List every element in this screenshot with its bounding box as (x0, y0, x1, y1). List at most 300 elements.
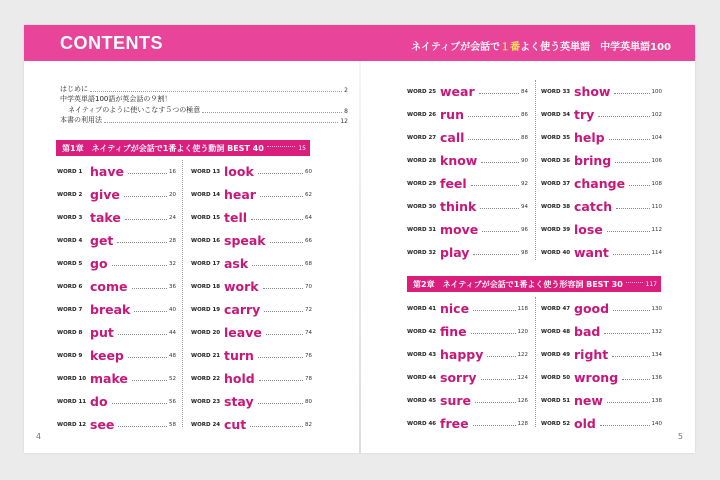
word-text: leave (224, 324, 262, 340)
leader-dots (118, 334, 167, 335)
intro-item-text: 中学英単語100語が英会話の９割！ (60, 95, 172, 103)
word-entry[interactable] (57, 224, 176, 247)
word-entry[interactable] (57, 316, 176, 339)
intro-item[interactable] (60, 94, 348, 105)
book-spread (24, 25, 695, 453)
word-entry[interactable] (407, 75, 528, 98)
word-entry[interactable] (407, 292, 528, 315)
leader-dots (480, 208, 519, 209)
chapter-2-label: 第2章 ネイティブが会話で1番よく使う形容詞 BEST 30 (413, 279, 623, 289)
word-text: good (574, 300, 610, 316)
word-entry[interactable] (191, 178, 312, 201)
word-text: keep (90, 347, 124, 363)
word-number: WORD 46 (407, 421, 437, 427)
leader-dots (468, 116, 519, 117)
word-entry[interactable] (191, 247, 312, 270)
word-text: run (440, 106, 464, 122)
leader-dots (250, 426, 303, 427)
intro-item-text: ネイティブのように使いこなす５つの極意 (68, 105, 201, 114)
word-list-25-32 (407, 75, 528, 259)
word-text: lose (574, 221, 603, 237)
word-entry[interactable] (57, 247, 176, 270)
leader-dots (128, 357, 167, 358)
word-entry[interactable] (57, 385, 176, 408)
leader-dots (132, 288, 168, 289)
word-number: WORD 36 (541, 158, 571, 164)
word-page: 122 (517, 352, 528, 358)
word-text: take (90, 209, 121, 225)
word-entry[interactable] (57, 408, 176, 431)
word-text: free (440, 415, 469, 431)
intro-item-text: 本書の利用法 (60, 116, 102, 124)
word-number: WORD 43 (407, 352, 437, 358)
word-entry[interactable] (407, 236, 528, 259)
word-page: 132 (651, 329, 662, 335)
word-page: 58 (169, 422, 176, 428)
word-text: hear (224, 186, 256, 202)
word-entry[interactable] (541, 292, 662, 315)
word-page: 88 (521, 135, 528, 141)
word-entry[interactable] (57, 339, 176, 362)
leader-dots (471, 333, 516, 334)
word-page: 64 (305, 215, 312, 221)
word-page: 56 (169, 399, 176, 405)
word-page: 78 (305, 376, 312, 382)
word-text: change (574, 175, 626, 191)
leader-dots (258, 357, 303, 358)
word-text: move (440, 221, 479, 237)
leader-dots (128, 173, 167, 174)
word-text: tell (224, 209, 248, 225)
word-page: 124 (517, 375, 528, 381)
word-entry[interactable] (541, 98, 662, 121)
word-entry[interactable] (407, 144, 528, 167)
leader-dots (609, 139, 650, 140)
word-text: sorry (440, 369, 477, 385)
word-number: WORD 44 (407, 375, 437, 381)
word-page: 32 (169, 261, 176, 267)
leader-dots (481, 162, 519, 163)
leader-dots (475, 402, 516, 403)
word-number: WORD 12 (57, 422, 87, 428)
leader-dots (604, 333, 649, 334)
word-text: nice (440, 300, 470, 316)
word-entry[interactable] (191, 408, 312, 431)
word-page: 130 (651, 306, 662, 312)
word-entry[interactable] (541, 75, 662, 98)
word-number: WORD 48 (541, 329, 571, 335)
leader-dots (132, 380, 167, 381)
word-entry[interactable] (541, 167, 662, 190)
intro-item-page: 8 (344, 107, 348, 115)
subtitle-text-after: よく使う英単語 中学英単語100 (520, 42, 671, 53)
word-page: 134 (651, 352, 662, 358)
word-text: put (90, 324, 114, 340)
word-number: WORD 5 (57, 261, 83, 267)
word-number: WORD 41 (407, 306, 437, 312)
leader-dots (612, 356, 649, 357)
word-page: 24 (169, 215, 176, 221)
word-entry[interactable] (541, 144, 662, 167)
leader-dots (264, 311, 303, 312)
word-number: WORD 49 (541, 352, 571, 358)
leader-dots (266, 334, 303, 335)
chapter-1-page: 15 (298, 144, 306, 152)
word-page: 118 (517, 306, 528, 312)
chapter-2-page: 117 (645, 280, 657, 288)
intro-list (60, 83, 348, 125)
word-entry[interactable] (407, 213, 528, 236)
word-entry[interactable] (541, 407, 662, 430)
word-page: 66 (305, 238, 312, 244)
word-number: WORD 28 (407, 158, 437, 164)
column-divider (535, 80, 536, 260)
word-number: WORD 33 (541, 89, 571, 95)
header-banner (24, 25, 695, 61)
leader-dots (263, 288, 303, 289)
leader-dots (629, 185, 649, 186)
word-entry[interactable] (57, 155, 176, 178)
word-number: WORD 24 (191, 422, 221, 428)
word-list-33-40 (541, 75, 662, 259)
word-page: 80 (305, 399, 312, 405)
word-list-41-46 (407, 292, 528, 430)
word-text: break (90, 301, 131, 317)
word-page: 86 (521, 112, 528, 118)
word-text: do (90, 393, 108, 409)
word-page: 44 (169, 330, 176, 336)
word-entry[interactable] (191, 270, 312, 293)
leader-dots (252, 265, 303, 266)
leader-dots (598, 116, 649, 117)
word-text: think (440, 198, 477, 214)
word-text: carry (224, 301, 261, 317)
leader-dots (616, 208, 649, 209)
leader-dots (90, 91, 342, 92)
chapter-1-label: 第1章 ネイティブが会話で1番よく使う動詞 BEST 40 (62, 143, 264, 153)
word-number: WORD 52 (541, 421, 571, 427)
leader-dots (487, 356, 515, 357)
word-number: WORD 1 (57, 169, 83, 175)
word-number: WORD 25 (407, 89, 437, 95)
word-text: new (574, 392, 603, 408)
word-page: 62 (305, 192, 312, 198)
word-text: speak (224, 232, 266, 248)
word-text: help (574, 129, 605, 145)
word-number: WORD 38 (541, 204, 571, 210)
leader-dots (112, 403, 167, 404)
word-text: try (574, 106, 595, 122)
leader-dots (473, 254, 519, 255)
word-entry[interactable] (191, 362, 312, 385)
word-number: WORD 34 (541, 112, 571, 118)
word-list-13-24 (191, 155, 312, 431)
word-number: WORD 8 (57, 330, 83, 336)
word-number: WORD 45 (407, 398, 437, 404)
word-entry[interactable] (407, 121, 528, 144)
word-number: WORD 27 (407, 135, 437, 141)
word-number: WORD 15 (191, 215, 221, 221)
word-number: WORD 47 (541, 306, 571, 312)
word-list-1-12 (57, 155, 176, 431)
leader-dots (112, 265, 167, 266)
right-page-number: 5 (677, 432, 683, 441)
word-text: feel (440, 175, 467, 191)
page-title: CONTENTS (60, 33, 163, 53)
leader-dots (259, 380, 303, 381)
word-page: 108 (651, 181, 662, 187)
word-number: WORD 4 (57, 238, 83, 244)
word-page: 72 (305, 307, 312, 313)
word-number: WORD 39 (541, 227, 571, 233)
word-entry[interactable] (541, 315, 662, 338)
word-text: play (440, 244, 470, 260)
word-entry[interactable] (407, 384, 528, 407)
word-number: WORD 42 (407, 329, 437, 335)
leader-dots (118, 426, 167, 427)
leader-dots (473, 425, 516, 426)
word-number: WORD 29 (407, 181, 437, 187)
word-page: 114 (651, 250, 662, 256)
word-text: want (574, 244, 609, 260)
leader-dots (134, 311, 167, 312)
word-number: WORD 32 (407, 250, 437, 256)
word-text: wrong (574, 369, 619, 385)
word-text: catch (574, 198, 613, 214)
chapter-1-heading[interactable] (56, 140, 310, 156)
word-entry[interactable] (407, 167, 528, 190)
word-page: 104 (651, 135, 662, 141)
word-page: 112 (651, 227, 662, 233)
word-number: WORD 17 (191, 261, 221, 267)
word-page: 120 (517, 329, 528, 335)
word-text: ask (224, 255, 249, 271)
leader-dots (258, 403, 303, 404)
word-entry[interactable] (541, 121, 662, 144)
left-page-number: 4 (36, 432, 42, 441)
word-text: sure (440, 392, 471, 408)
chapter-2-heading[interactable] (407, 276, 661, 292)
word-page: 136 (651, 375, 662, 381)
word-number: WORD 18 (191, 284, 221, 290)
word-page: 126 (517, 398, 528, 404)
word-text: make (90, 370, 128, 386)
word-page: 84 (521, 89, 528, 95)
word-page: 94 (521, 204, 528, 210)
word-number: WORD 2 (57, 192, 83, 198)
word-page: 40 (169, 307, 176, 313)
word-text: bad (574, 323, 601, 339)
word-entry[interactable] (191, 293, 312, 316)
word-text: hold (224, 370, 255, 386)
word-text: stay (224, 393, 254, 409)
word-entry[interactable] (57, 178, 176, 201)
word-number: WORD 20 (191, 330, 221, 336)
word-entry[interactable] (407, 190, 528, 213)
leader-dots (202, 112, 342, 113)
word-page: 28 (169, 238, 176, 244)
subtitle-highlight: １番 (500, 42, 521, 53)
word-number: WORD 26 (407, 112, 437, 118)
word-number: WORD 9 (57, 353, 83, 359)
word-number: WORD 51 (541, 398, 571, 404)
word-page: 100 (651, 89, 662, 95)
word-page: 68 (305, 261, 312, 267)
word-text: fine (440, 323, 467, 339)
word-entry[interactable] (191, 316, 312, 339)
word-page: 98 (521, 250, 528, 256)
word-page: 20 (169, 192, 176, 198)
leader-dots (270, 242, 303, 243)
word-text: old (574, 415, 596, 431)
column-divider (535, 297, 536, 427)
word-entry[interactable] (541, 236, 662, 259)
leader-dots (258, 173, 303, 174)
leader-dots (613, 254, 650, 255)
word-entry[interactable] (191, 224, 312, 247)
word-entry[interactable] (57, 362, 176, 385)
leader-dots (473, 310, 515, 311)
word-number: WORD 10 (57, 376, 87, 382)
leader-dots (626, 282, 643, 283)
word-page: 16 (169, 169, 176, 175)
word-number: WORD 30 (407, 204, 437, 210)
leader-dots (607, 231, 650, 232)
word-number: WORD 14 (191, 192, 221, 198)
word-entry[interactable] (191, 339, 312, 362)
leader-dots (613, 310, 649, 311)
word-page: 90 (521, 158, 528, 164)
book-subtitle (411, 38, 671, 53)
leader-dots (614, 93, 649, 94)
leader-dots (267, 146, 296, 147)
word-page: 102 (651, 112, 662, 118)
word-page: 106 (651, 158, 662, 164)
word-entry[interactable] (407, 315, 528, 338)
word-number: WORD 3 (57, 215, 83, 221)
word-text: happy (440, 346, 484, 362)
word-entry[interactable] (57, 293, 176, 316)
leader-dots (622, 379, 649, 380)
word-number: WORD 40 (541, 250, 571, 256)
word-entry[interactable] (541, 338, 662, 361)
word-page: 52 (169, 376, 176, 382)
word-number: WORD 37 (541, 181, 571, 187)
book-spine (359, 61, 361, 453)
leader-dots (117, 242, 167, 243)
leader-dots (125, 219, 167, 220)
word-text: see (90, 416, 115, 432)
word-text: call (440, 129, 465, 145)
leader-dots (251, 219, 303, 220)
word-number: WORD 35 (541, 135, 571, 141)
word-page: 76 (305, 353, 312, 359)
intro-item-text: はじめに (60, 84, 88, 93)
word-page: 128 (517, 421, 528, 427)
leader-dots (479, 93, 519, 94)
word-text: have (90, 163, 124, 179)
word-entry[interactable] (57, 201, 176, 224)
leader-dots (600, 425, 650, 426)
word-number: WORD 31 (407, 227, 437, 233)
word-entry[interactable] (57, 270, 176, 293)
word-text: work (224, 278, 259, 294)
word-page: 70 (305, 284, 312, 290)
intro-item[interactable] (60, 115, 348, 126)
word-entry[interactable] (541, 384, 662, 407)
word-page: 36 (169, 284, 176, 290)
word-text: wear (440, 83, 475, 99)
word-number: WORD 13 (191, 169, 221, 175)
word-text: come (90, 278, 128, 294)
word-entry[interactable] (191, 385, 312, 408)
word-number: WORD 23 (191, 399, 221, 405)
leader-dots (124, 196, 167, 197)
leader-dots (468, 139, 519, 140)
word-number: WORD 11 (57, 399, 87, 405)
word-page: 48 (169, 353, 176, 359)
word-page: 110 (651, 204, 662, 210)
leader-dots (260, 196, 303, 197)
word-number: WORD 6 (57, 284, 83, 290)
word-number: WORD 16 (191, 238, 221, 244)
word-page: 140 (651, 421, 662, 427)
word-text: get (90, 232, 114, 248)
word-entry[interactable] (541, 213, 662, 236)
word-text: bring (574, 152, 612, 168)
intro-item[interactable] (60, 104, 348, 115)
word-entry[interactable] (407, 361, 528, 384)
word-number: WORD 22 (191, 376, 221, 382)
leader-dots (482, 231, 519, 232)
word-text: cut (224, 416, 247, 432)
leader-dots (471, 185, 519, 186)
word-page: 82 (305, 422, 312, 428)
word-entry[interactable] (191, 201, 312, 224)
word-text: show (574, 83, 611, 99)
leader-dots (481, 379, 516, 380)
word-text: turn (224, 347, 254, 363)
word-number: WORD 50 (541, 375, 571, 381)
word-text: go (90, 255, 108, 271)
word-page: 74 (305, 330, 312, 336)
word-entry[interactable] (407, 98, 528, 121)
word-list-47-52 (541, 292, 662, 430)
word-number: WORD 7 (57, 307, 83, 313)
word-text: right (574, 346, 609, 362)
column-divider (182, 160, 183, 427)
word-text: know (440, 152, 478, 168)
leader-dots (104, 122, 338, 123)
word-entry[interactable] (541, 190, 662, 213)
word-number: WORD 21 (191, 353, 221, 359)
word-page: 138 (651, 398, 662, 404)
word-entry[interactable] (407, 407, 528, 430)
leader-dots (607, 402, 650, 403)
word-page: 96 (521, 227, 528, 233)
word-page: 92 (521, 181, 528, 187)
word-entry[interactable] (541, 361, 662, 384)
word-page: 60 (305, 169, 312, 175)
word-entry[interactable] (191, 155, 312, 178)
word-text: give (90, 186, 120, 202)
subtitle-text-before: ネイティブが会話で (411, 42, 501, 53)
word-entry[interactable] (407, 338, 528, 361)
leader-dots (615, 162, 649, 163)
intro-item[interactable] (60, 83, 348, 94)
intro-item-page: 2 (344, 86, 348, 94)
word-text: look (224, 163, 254, 179)
